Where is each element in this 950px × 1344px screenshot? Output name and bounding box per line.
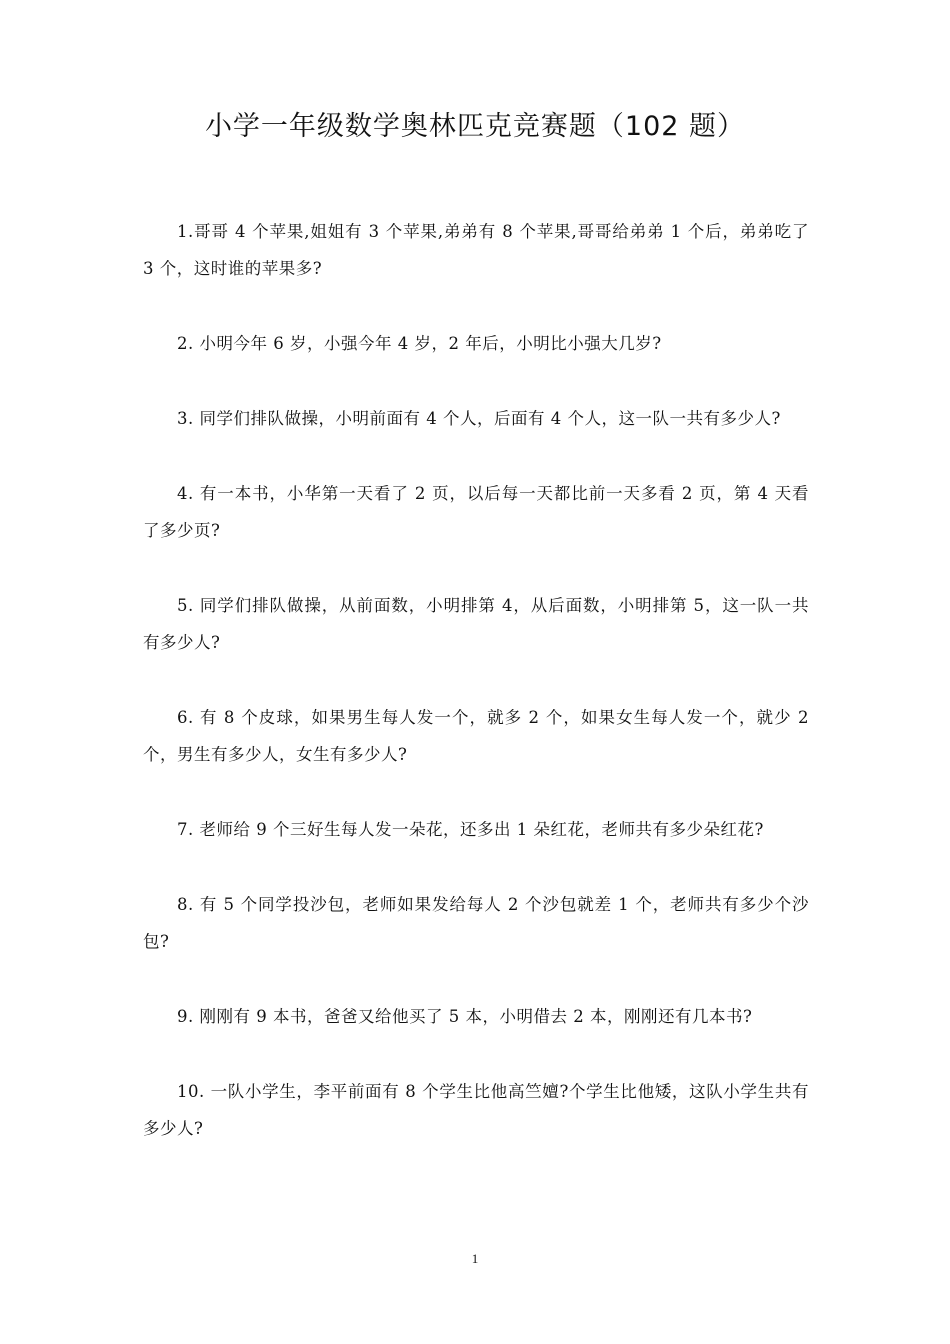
page-number: 1 xyxy=(471,1251,479,1266)
question-item: 9. 刚刚有 9 本书，爸爸又给他买了 5 本，小明借去 2 本，刚刚还有几本书? xyxy=(177,1007,753,1026)
question-item: 4. 有一本书，小华第一天看了 2 页，以后每一天都比前一天多看 2 页，第 4 天看了多少页? xyxy=(143,484,809,540)
question-item: 10. 一队小学生，李平前面有 8 个学生比他高竺嬗?个学生比他矮，这队小学生共有多少人? xyxy=(143,1082,809,1138)
question-item: 8. 有 5 个同学投沙包，老师如果发给每人 2 个沙包就差 1 个，老师共有多少个沙包? xyxy=(143,895,809,951)
question-item: 5. 同学们排队做操，从前面数，小明排第 4，从后面数，小明排第 5，这一队一共有多少人? xyxy=(143,596,809,652)
question-list xyxy=(143,213,809,1185)
question-item: 3. 同学们排队做操，小明前面有 4 个人，后面有 4 个人，这一队一共有多少人? xyxy=(177,409,781,428)
document-title: 小学一年级数学奥林匹克竞赛题（102 题） xyxy=(204,111,746,142)
question-item: 2. 小明今年 6 岁，小强今年 4 岁，2 年后，小明比小强大几岁? xyxy=(177,334,662,353)
question-item: 6. 有 8 个皮球，如果男生每人发一个，就多 2 个，如果女生每人发一个，就少 2 个，男生有多少人，女生有多少人? xyxy=(143,708,809,764)
question-item: 1.哥哥 4 个苹果,姐姐有 3 个苹果,弟弟有 8 个苹果,哥哥给弟弟 1 个后，弟弟吃了 3 个，这时谁的苹果多? xyxy=(143,222,809,278)
question-item: 7. 老师给 9 个三好生每人发一朵花，还多出 1 朵红花，老师共有多少朵红花? xyxy=(177,820,764,839)
